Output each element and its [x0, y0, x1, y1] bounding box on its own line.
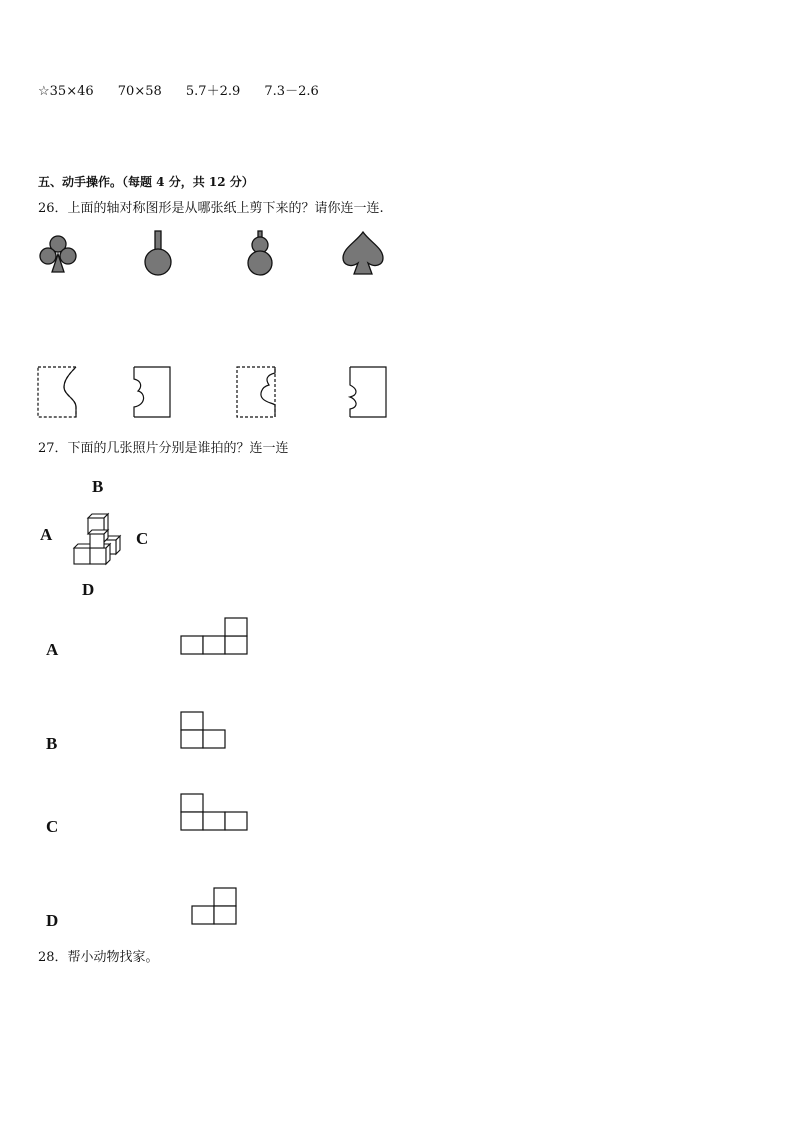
club-icon — [36, 232, 80, 276]
paper-half-4 — [344, 365, 388, 419]
spade-icon — [340, 230, 386, 278]
view-label-d: D — [46, 911, 59, 930]
section-heading: 五、动手操作。（每题 4 分，共 12 分） — [38, 175, 254, 189]
view-label-b: B — [46, 734, 58, 753]
calc-item-3: 5.7＋2.9 — [185, 84, 241, 99]
pendant-icon — [140, 230, 176, 278]
paper-half-2 — [130, 365, 174, 419]
gourd-icon — [242, 230, 278, 278]
view-label-c: C — [46, 817, 59, 836]
question-26: 26．上面的轴对称图形是从哪张纸上剪下来的？请你连一连. — [38, 201, 384, 216]
cube-label-right: C — [136, 529, 149, 548]
calc-item-1: ☆35×46 — [38, 84, 94, 99]
question-27: 27．下面的几张照片分别是谁拍的？连一连 — [38, 441, 289, 456]
calc-item-4: 7.3－2.6 — [264, 84, 319, 99]
cube-label-left: A — [40, 525, 53, 544]
cube-stack-icon — [70, 510, 122, 566]
view-shape-b — [180, 711, 228, 751]
view-shape-c — [180, 793, 252, 833]
paper-half-1 — [36, 365, 80, 419]
calc-item-2: 70×58 — [117, 84, 162, 99]
paper-half-3 — [235, 365, 279, 419]
view-shape-a — [180, 617, 250, 657]
cube-label-top: B — [92, 477, 104, 496]
view-shape-d — [190, 887, 240, 927]
view-label-a: A — [46, 640, 59, 659]
question-28: 28．帮小动物找家。 — [38, 950, 159, 965]
calc-line — [38, 84, 319, 100]
cube-label-bottom: D — [82, 580, 95, 599]
